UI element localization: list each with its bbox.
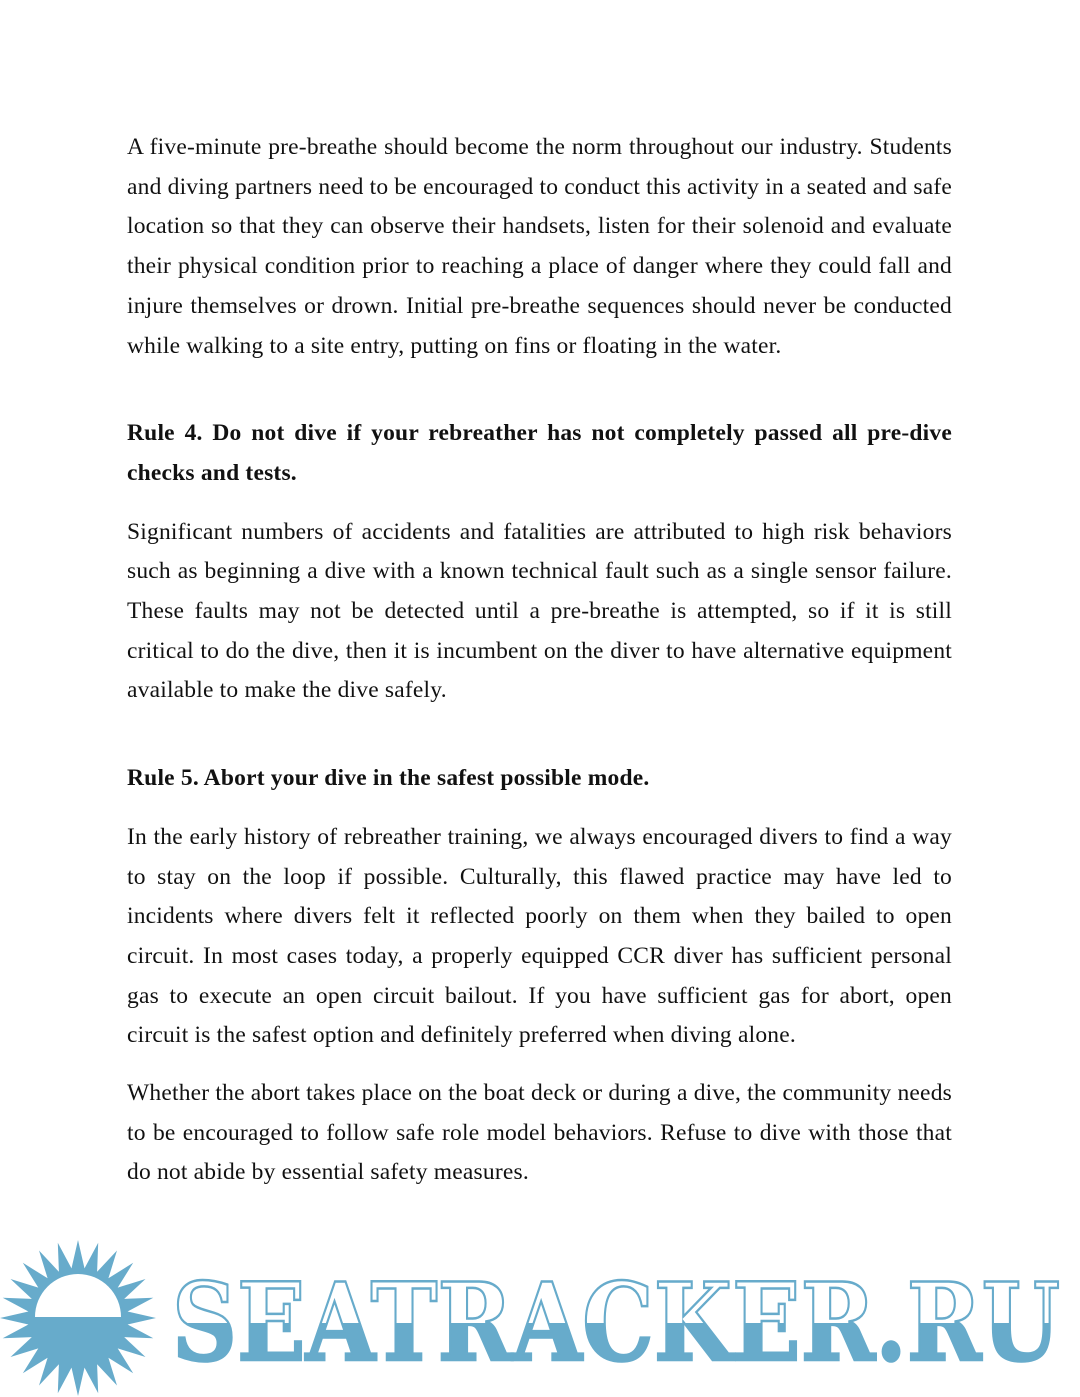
heading-rule-4: Rule 4. Do not dive if your rebreather has not completely passed all pre-dive checks and tests. <box>127 420 952 486</box>
sun-icon <box>0 1240 156 1396</box>
paragraph: Whether the abort takes place on the boat deck or during a dive, the community needs to be encouraged to follow safe role model behaviors. Refuse to dive with those that do not abide by essential safety measures. <box>127 1080 952 1186</box>
watermark-logo <box>0 1238 1080 1397</box>
heading-rule-5: Rule 5. Abort your dive in the safest possible mode. <box>127 765 650 792</box>
paragraph: In the early history of rebreather training, we always encouraged divers to find a way to stay on the loop if possible. Culturally, this flawed practice may have led to incidents where divers felt it reflected poorly on them when they bailed to open circuit. In most cases today, a properly equipped CCR diver has sufficient personal gas to execute an open circuit bailout. If you have sufficient gas for abort, open circuit is the safest option and definitely preferred when diving alone. <box>127 823 952 1049</box>
document-body <box>127 128 952 1193</box>
watermark-text: SEATRACKER.RU <box>172 1260 1060 1386</box>
paragraph: Significant numbers of accidents and fatalities are attributed to high risk behaviors such as beginning a dive with a known technical fault such as a single sensor failure. These faults may not be detected until a pre-breathe is attempted, so if it is still critical to do the dive, then it is incumbent on the diver to have alternative equipment available to make the dive safely. <box>127 518 952 704</box>
paragraph: A five-minute pre-breathe should become the norm throughout our industry. Students and diving partners need to be encouraged to conduct this activity in a seated and safe location so that they can observe their handsets, listen for their solenoid and evaluate their physical condition prior to reaching a place of danger where they could fall and injure themselves or drown. Initial pre-breathe sequences should never be conducted while walking to a site entry, putting on fins or floating in the water. <box>127 134 952 359</box>
